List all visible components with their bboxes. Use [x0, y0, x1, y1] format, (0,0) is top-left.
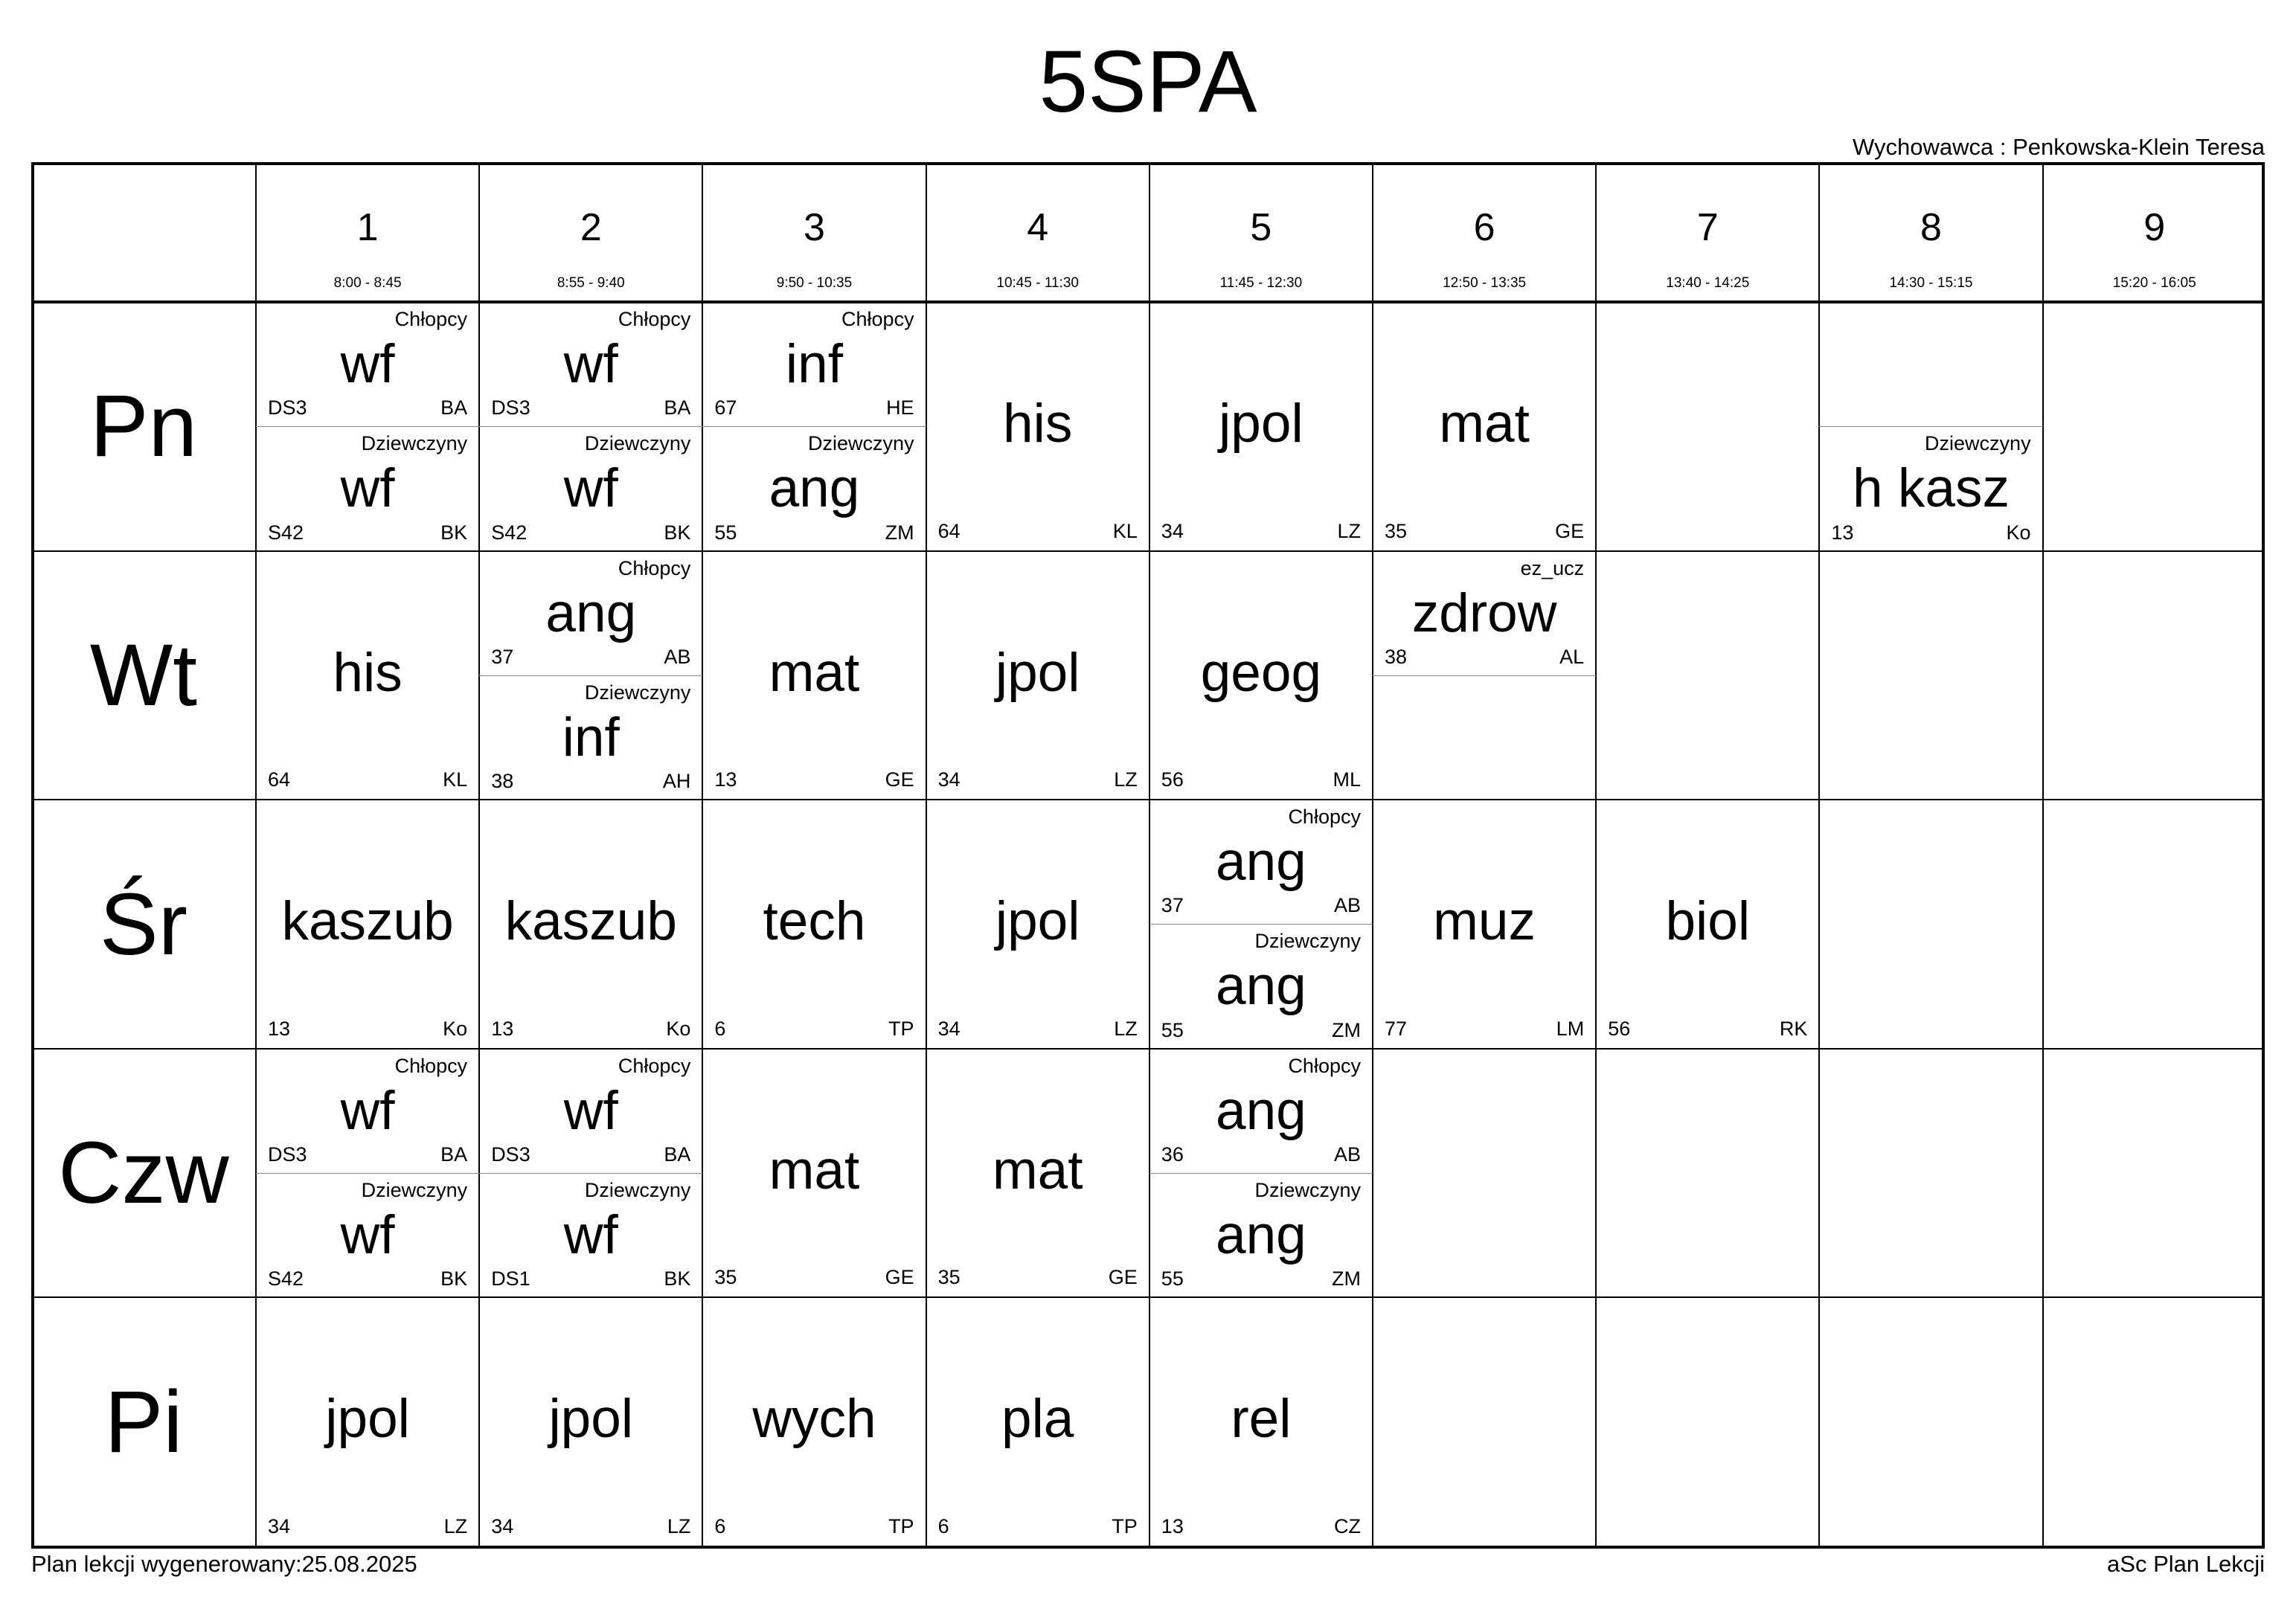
group-label: Dziewczyny [1925, 432, 2031, 455]
lesson-cell [1149, 1049, 1373, 1298]
room-number: DS3 [491, 1143, 530, 1166]
room-number: S42 [268, 521, 304, 544]
period-time: 12:50 - 13:35 [1443, 275, 1527, 291]
room-number: 55 [1161, 1018, 1184, 1041]
room-number: 55 [714, 521, 737, 544]
lesson-cell [256, 1049, 479, 1298]
teacher-code: BK [664, 1267, 691, 1291]
teacher-code: AL [1559, 645, 1585, 668]
teacher-code: BA [440, 1143, 468, 1166]
group-divider [256, 1173, 479, 1174]
period-time: 15:20 - 16:05 [2112, 275, 2196, 291]
period-number: 6 [1473, 206, 1495, 249]
group-label: Chłopcy [394, 308, 468, 330]
group-label: Dziewczyny [361, 432, 468, 455]
empty-slot [1819, 1297, 2042, 1546]
subject: ang [1215, 1205, 1306, 1266]
subject: inf [562, 707, 620, 768]
lesson-cell [702, 1049, 926, 1298]
day-label: Czw [58, 1124, 229, 1223]
period-number: 3 [804, 206, 825, 249]
subject: wf [340, 334, 395, 394]
subject: wf [340, 1080, 395, 1141]
teacher-code: ZM [1332, 1267, 1361, 1291]
lesson-cell [702, 1297, 926, 1546]
group-label: Chłopcy [618, 308, 691, 330]
period-number: 7 [1696, 206, 1719, 249]
group-label: Chłopcy [618, 556, 691, 579]
group-label: Dziewczyny [808, 432, 914, 455]
subject: tech [763, 891, 866, 952]
lesson-cell [1149, 551, 1373, 800]
room-number: 37 [491, 645, 514, 668]
empty-slot [1596, 302, 1819, 551]
room-number: 6 [937, 1514, 949, 1537]
room-number: 13 [491, 1017, 514, 1040]
group-label: Chłopcy [618, 1054, 691, 1077]
group-divider [256, 426, 479, 427]
lesson-cell [926, 800, 1149, 1049]
subject: jpol [548, 1389, 634, 1450]
subject: ang [545, 582, 637, 643]
subject: ang [1215, 832, 1306, 893]
teacher-code: TP [888, 1017, 914, 1040]
lesson-cell [479, 800, 702, 1049]
teacher-code: Ko [666, 1017, 691, 1040]
empty-slot [1819, 1049, 2042, 1298]
subject: muz [1433, 891, 1536, 952]
page-title: 5SPA [1039, 33, 1257, 131]
group-label: Chłopcy [841, 308, 914, 330]
teacher-code: LZ [1114, 768, 1138, 791]
group-divider [479, 675, 702, 676]
period-number: 9 [2143, 206, 2166, 249]
group-label: Dziewczyny [584, 681, 691, 704]
subject: ang [769, 458, 860, 519]
subject: h kasz [1852, 458, 2010, 519]
group-divider [1373, 675, 1596, 676]
empty-slot [1373, 1049, 1596, 1298]
day-label: Pn [89, 377, 198, 476]
teacher-code: TP [888, 1514, 914, 1537]
empty-slot [2043, 800, 2266, 1049]
subject: pla [1001, 1389, 1074, 1450]
room-number: S42 [491, 521, 527, 544]
subject: wf [340, 1205, 395, 1266]
empty-slot [1373, 1297, 1596, 1546]
room-number: 37 [1161, 894, 1184, 917]
group-divider [1819, 426, 2042, 427]
group-label: Dziewczyny [361, 1179, 468, 1202]
period-time: 11:45 - 12:30 [1219, 275, 1303, 291]
subject: ang [1215, 956, 1306, 1017]
subject: geog [1200, 642, 1322, 703]
group-label: Chłopcy [1288, 1054, 1361, 1077]
group-divider [1149, 1173, 1373, 1174]
subject: biol [1665, 891, 1751, 952]
empty-slot [1596, 551, 1819, 800]
period-number: 2 [580, 206, 602, 249]
teacher-code: ZM [885, 521, 914, 544]
room-number: 34 [1161, 519, 1184, 542]
subject: mat [992, 1140, 1083, 1201]
day-label: Pi [104, 1372, 183, 1471]
period-number: 4 [1027, 206, 1049, 249]
generated-date: Plan lekcji wygenerowany:25.08.2025 [31, 1551, 417, 1577]
group-divider [479, 1173, 702, 1174]
subject: inf [785, 334, 844, 394]
subject: mat [1439, 393, 1530, 454]
teacher-code: CZ [1333, 1514, 1361, 1537]
teacher-code: LZ [1337, 519, 1361, 542]
period-number: 1 [356, 206, 379, 249]
lesson-cell [1149, 302, 1373, 551]
room-number: 13 [714, 768, 737, 791]
room-number: 67 [714, 396, 737, 420]
subject: rel [1231, 1389, 1292, 1450]
teacher-code: AB [1333, 894, 1361, 917]
lesson-cell [1373, 302, 1596, 551]
lesson-cell [479, 302, 702, 551]
empty-slot [2043, 302, 2266, 551]
teacher-code: ZM [1332, 1018, 1361, 1041]
teacher-code: Ko [443, 1017, 468, 1040]
subject: his [333, 642, 403, 703]
room-number: DS3 [268, 396, 307, 420]
room-number: 34 [268, 1514, 291, 1537]
teacher-code: LZ [667, 1514, 691, 1537]
room-number: 13 [1831, 521, 1854, 544]
day-label: Śr [100, 875, 187, 974]
lesson-cell [256, 302, 479, 551]
lesson-cell [1149, 1297, 1373, 1546]
room-number: 55 [1161, 1267, 1184, 1291]
room-number: 64 [937, 519, 961, 542]
subject: wf [563, 1080, 618, 1141]
teacher-code: BK [440, 521, 468, 544]
room-number: 35 [937, 1266, 961, 1289]
group-label: Chłopcy [394, 1054, 468, 1077]
room-number: 6 [714, 1514, 726, 1537]
lesson-cell [702, 551, 926, 800]
teacher-code: BA [664, 396, 691, 420]
teacher-code: KL [1112, 519, 1138, 542]
subject: jpol [1219, 393, 1303, 454]
teacher-code: HE [886, 396, 914, 420]
subject: kaszub [281, 891, 454, 952]
teacher-code: AH [662, 770, 691, 793]
subject: mat [769, 1140, 860, 1201]
room-number: 77 [1385, 1017, 1408, 1040]
group-label: Dziewczyny [584, 432, 691, 455]
subject: kaszub [504, 891, 677, 952]
room-number: 35 [714, 1266, 737, 1289]
empty-slot [1819, 800, 2042, 1049]
period-time: 14:30 - 15:15 [1889, 275, 1973, 291]
teacher-code: LZ [1114, 1017, 1138, 1040]
empty-slot [2043, 1049, 2266, 1298]
room-number: DS3 [268, 1143, 307, 1166]
subject: wf [563, 458, 618, 519]
subject: zdrow [1411, 582, 1557, 643]
lesson-cell [926, 1297, 1149, 1546]
group-label: ez_ucz [1520, 556, 1585, 579]
room-number: 34 [937, 768, 961, 791]
room-number: 38 [491, 770, 514, 793]
subject: jpol [995, 891, 1080, 952]
day-label: Wt [89, 626, 198, 724]
period-time: 13:40 - 14:25 [1666, 275, 1750, 291]
room-number: 34 [937, 1017, 961, 1040]
subject: mat [769, 642, 860, 703]
subject: ang [1215, 1080, 1306, 1141]
room-number: 13 [1161, 1514, 1184, 1537]
lesson-cell [256, 1297, 479, 1546]
teacher-code: AB [1333, 1143, 1361, 1166]
period-time: 9:50 - 10:35 [776, 275, 853, 291]
room-number: 34 [491, 1514, 514, 1537]
subject: wf [563, 1205, 618, 1266]
group-label: Dziewczyny [1254, 930, 1361, 953]
teacher-code: RK [1779, 1017, 1808, 1040]
room-number: 38 [1385, 645, 1408, 668]
period-time: 8:55 - 9:40 [557, 275, 625, 291]
teacher-code: LZ [443, 1514, 468, 1537]
period-time: 8:00 - 8:45 [333, 275, 402, 291]
lesson-cell [1149, 800, 1373, 1049]
teacher-code: BK [440, 1267, 468, 1291]
room-number: 56 [1608, 1017, 1631, 1040]
lesson-cell [702, 800, 926, 1049]
lesson-cell [479, 551, 702, 800]
lesson-cell [479, 1297, 702, 1546]
teacher-code: GE [1108, 1266, 1138, 1289]
room-number: 36 [1161, 1143, 1184, 1166]
teacher-code: GE [1555, 519, 1585, 542]
teacher-code: GE [885, 768, 914, 791]
lesson-cell [926, 551, 1149, 800]
group-label: Dziewczyny [1254, 1179, 1361, 1202]
group-divider [479, 426, 702, 427]
period-time: 10:45 - 11:30 [996, 275, 1079, 291]
period-number: 8 [1920, 206, 1942, 249]
lesson-cell [1596, 800, 1819, 1049]
period-number: 5 [1250, 206, 1272, 249]
empty-slot [1596, 1297, 1819, 1546]
lesson-cell [926, 1049, 1149, 1298]
subject: jpol [325, 1389, 410, 1450]
lesson-cell [256, 551, 479, 800]
lesson-cell [1373, 800, 1596, 1049]
teacher-code: GE [885, 1266, 914, 1289]
empty-slot [2043, 1297, 2266, 1546]
teacher-code: ML [1333, 768, 1361, 791]
teacher-code: AB [664, 645, 691, 668]
subject: wf [340, 458, 395, 519]
teacher-code: BA [440, 396, 468, 420]
teacher-code: LM [1556, 1017, 1585, 1040]
subject: wych [752, 1389, 876, 1450]
room-number: 6 [714, 1017, 726, 1040]
teacher-code: BK [664, 521, 691, 544]
room-number: DS1 [491, 1267, 530, 1291]
room-number: S42 [268, 1267, 304, 1291]
group-divider [1149, 924, 1373, 925]
room-number: 13 [268, 1017, 291, 1040]
empty-slot [1819, 551, 2042, 800]
room-number: 64 [268, 768, 291, 791]
group-divider [702, 426, 926, 427]
lesson-cell [1819, 302, 2042, 551]
lesson-cell [702, 302, 926, 551]
lesson-cell [926, 302, 1149, 551]
empty-slot [1596, 1049, 1819, 1298]
room-number: 56 [1161, 768, 1184, 791]
homeroom-teacher: Wychowawca : Penkowska-Klein Teresa [1853, 134, 2265, 160]
lesson-cell [256, 800, 479, 1049]
subject: wf [563, 334, 618, 394]
room-number: 35 [1385, 519, 1408, 542]
teacher-code: BA [664, 1143, 691, 1166]
app-credit: aSc Plan Lekcji [2107, 1551, 2265, 1577]
lesson-cell [1373, 551, 1596, 800]
room-number: DS3 [491, 396, 530, 420]
teacher-code: KL [443, 768, 468, 791]
group-label: Chłopcy [1288, 806, 1361, 829]
empty-slot [2043, 551, 2266, 800]
lesson-cell [479, 1049, 702, 1298]
subject: jpol [995, 642, 1080, 703]
teacher-code: Ko [2006, 521, 2031, 544]
subject: his [1003, 393, 1073, 454]
group-label: Dziewczyny [584, 1179, 691, 1202]
teacher-code: TP [1112, 1514, 1138, 1537]
